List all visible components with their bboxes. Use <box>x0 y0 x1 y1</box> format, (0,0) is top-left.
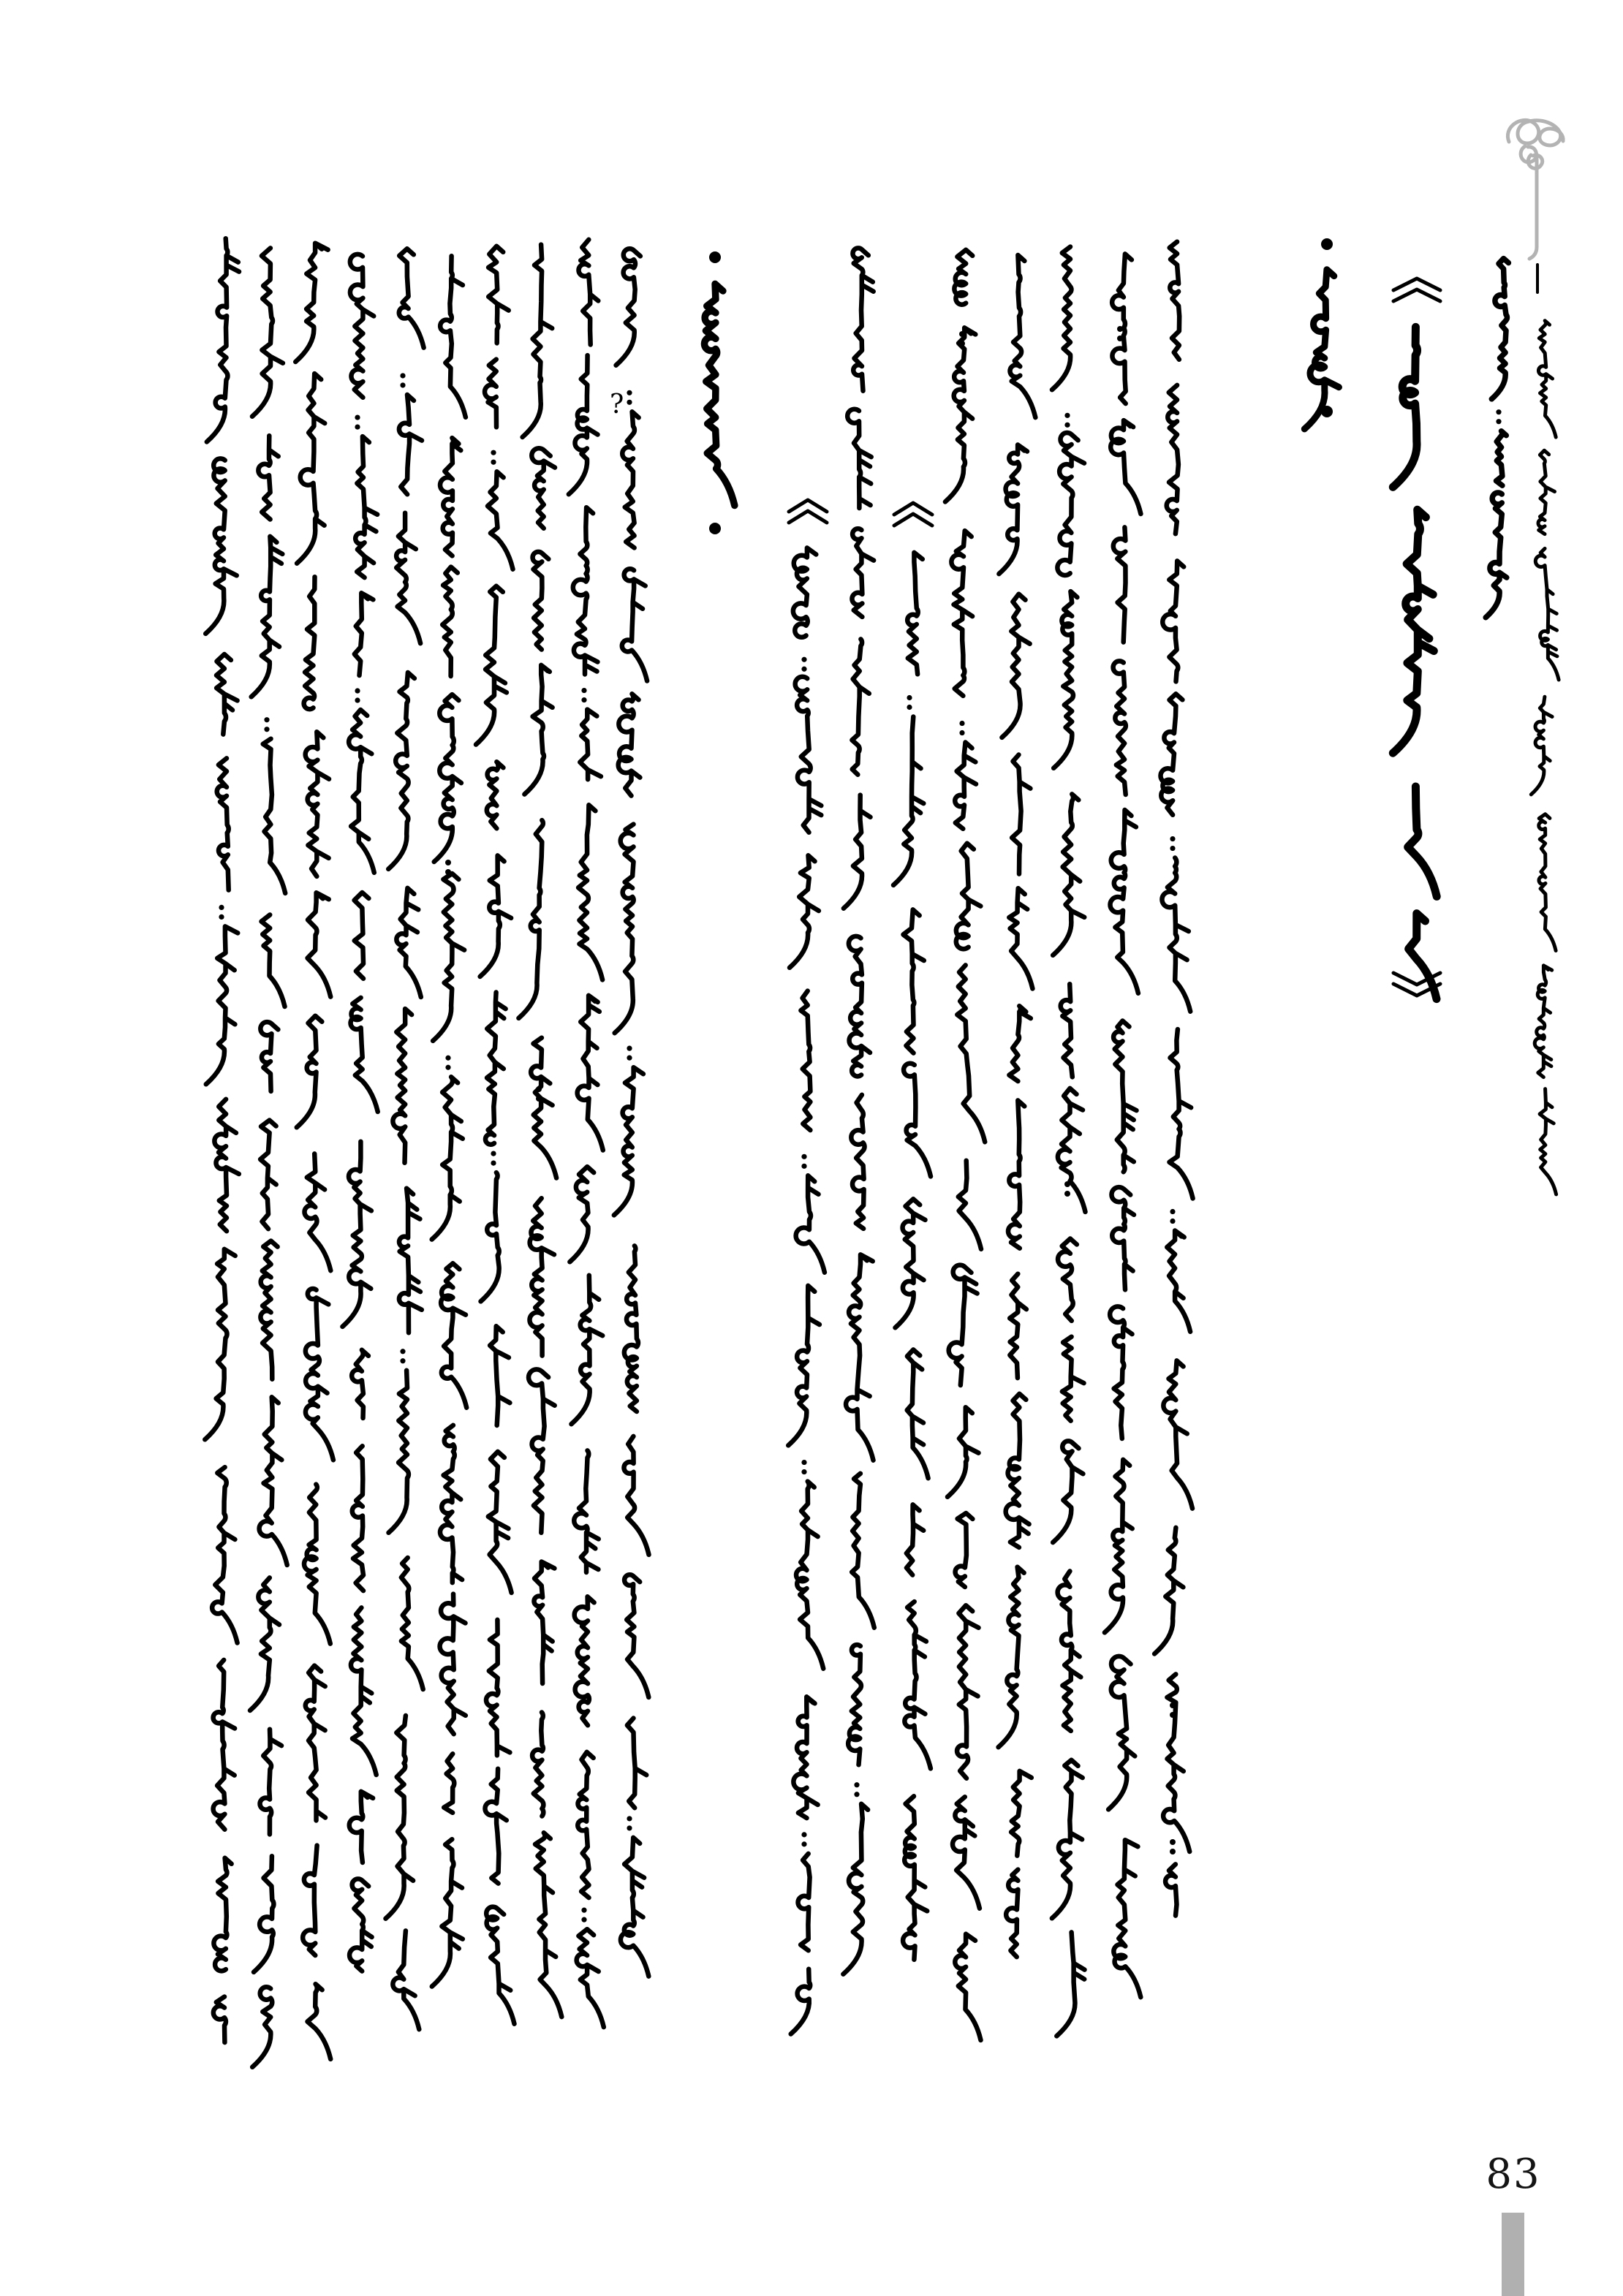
body-text-column <box>432 256 467 1986</box>
body-text-column <box>518 245 561 2017</box>
open-quote-chevron <box>894 514 932 526</box>
body-text-column <box>893 503 932 1960</box>
body-text-column <box>945 250 985 2040</box>
body-text-column <box>788 500 827 2034</box>
heading-text-column <box>704 251 734 534</box>
body-text-column <box>250 248 287 2066</box>
bullet-dot <box>709 523 721 534</box>
question-mark: ? <box>610 390 624 420</box>
body-text-column <box>205 238 239 2042</box>
body-text-column <box>610 249 649 1976</box>
flourish-ornament-icon <box>1507 120 1563 259</box>
body-text-column <box>999 255 1036 1957</box>
open-quote-chevron <box>1393 289 1440 301</box>
open-quote-chevron <box>789 511 827 523</box>
colophon-text-column <box>1531 265 1559 1194</box>
body-text-column <box>386 249 424 2029</box>
title-text-column <box>1393 279 1440 999</box>
body-text-column <box>1052 247 1086 2037</box>
body-text-column <box>476 246 515 2024</box>
body-text-column <box>1105 254 1141 1997</box>
bullet-dot <box>709 251 721 263</box>
heading-text-column <box>1304 238 1339 429</box>
body-text-column <box>569 240 604 2027</box>
bullet-dot <box>1321 238 1333 250</box>
body-text-column <box>843 248 874 1974</box>
footer-bar <box>1502 2213 1524 2296</box>
colophon-text-column <box>1486 259 1508 618</box>
page-number: 83 <box>1486 2151 1541 2198</box>
body-text-column <box>295 243 333 2059</box>
body-text-column <box>1154 242 1193 1916</box>
body-text-column <box>342 254 377 1971</box>
